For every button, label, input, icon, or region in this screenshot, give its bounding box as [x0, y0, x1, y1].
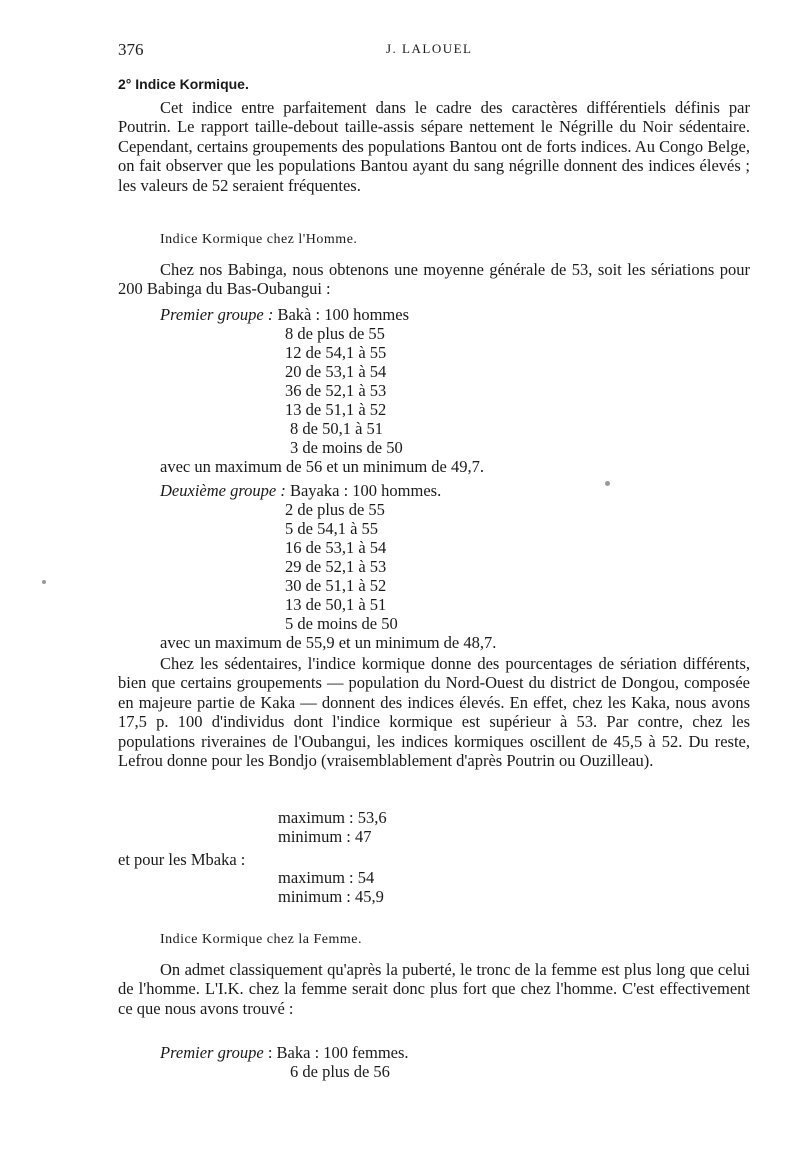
- page-number: 376: [118, 40, 144, 59]
- group-2-title: Bayaka : 100 hommes.: [289, 481, 442, 500]
- paragraph-femme: On admet classiquement qu'après la puberté, le tronc de la femme est plus long que celui de l'homme. L'I.K. chez la femme serait donc plus fort que chez l'homme. C'est effectivement ce que nous avons trouvé :: [118, 960, 750, 1018]
- group-3-heading: [160, 1043, 409, 1062]
- group-1-row: 8 de 50,1 à 51: [290, 419, 384, 438]
- section-heading: 2° Indice Kormique.: [118, 76, 249, 92]
- page-header: [118, 40, 748, 64]
- group-1-summary: avec un maximum de 56 et un minimum de 49,7.: [160, 457, 484, 476]
- mbaka-intro: et pour les Mbaka :: [118, 850, 246, 869]
- group-1-row: 3 de moins de 50: [290, 438, 403, 457]
- group-1-row: 36 de 52,1 à 53: [285, 381, 387, 400]
- group-1-heading: [160, 305, 409, 324]
- paragraph-sedentaires: Chez les sédentaires, l'indice kormique donne des pourcentages de sériation différents, bien que certains groupements — population du Nord-Ouest du district de Dongou, composée en majeure partie de Kaka — donnent des indices élevés. En effet, chez les Kaka, nous avons 17,5 p. 100 d'individus dont l'indice kormique est supérieur à 53. Par contre, chez les populations riveraines de l'Oubangui, les indices kormiques oscillent de 45,5 à 52. Du reste, Lefrou donne pour les Bondjo (vraisemblablement d'après Poutrin ou Ouzilleau).: [118, 654, 750, 771]
- group-1-row: 12 de 54,1 à 55: [285, 343, 387, 362]
- paragraph-intro: Cet indice entre parfaitement dans le cadre des caractères différentiels définis par Poutrin. Le rapport taille-debout taille-assis sépare nettement le Négrille du Noir sédentaire. Cependant, certains groupements des populations Bantou ont de forts indices. Au Congo Belge, on fait observer que les populations Bantou ayant du sang négrille donnent des indices élevés ; les valeurs de 52 seraient fréquentes.: [118, 98, 750, 195]
- running-head: J. LALOUEL: [386, 41, 473, 56]
- group-2-row: 29 de 52,1 à 53: [285, 557, 387, 576]
- paragraph-babinga: Chez nos Babinga, nous obtenons une moyenne générale de 53, soit les sériations pour 200 Babinga du Bas-Oubangui :: [118, 260, 750, 299]
- bondjo-minimum: minimum : 47: [278, 827, 372, 846]
- group-1-label: Premier groupe :: [160, 305, 274, 324]
- group-2-row: 5 de 54,1 à 55: [285, 519, 379, 538]
- group-3-label: Premier groupe: [160, 1043, 264, 1062]
- group-3-row: 6 de plus de 56: [290, 1062, 390, 1081]
- group-2-row: 16 de 53,1 à 54: [285, 538, 387, 557]
- group-3-title: : Baka : 100 femmes.: [267, 1043, 409, 1062]
- bondjo-maximum: maximum : 53,6: [278, 808, 387, 827]
- subheading-women: Indice Kormique chez la Femme.: [160, 932, 362, 947]
- group-1-title: Bakà : 100 hommes: [277, 305, 409, 324]
- scan-speck: [42, 580, 46, 584]
- scan-speck: [605, 481, 610, 486]
- group-1-row: 8 de plus de 55: [285, 324, 385, 343]
- group-2-row: 5 de moins de 50: [285, 614, 398, 633]
- group-2-row: 30 de 51,1 à 52: [285, 576, 387, 595]
- mbaka-maximum: maximum : 54: [278, 868, 375, 887]
- mbaka-minimum: minimum : 45,9: [278, 887, 384, 906]
- group-2-summary: avec un maximum de 55,9 et un minimum de 48,7.: [160, 633, 497, 652]
- subheading-men: Indice Kormique chez l'Homme.: [160, 232, 358, 247]
- group-1-row: 20 de 53,1 à 54: [285, 362, 387, 381]
- group-2-row: 13 de 50,1 à 51: [285, 595, 387, 614]
- group-2-label: Deuxième groupe :: [160, 481, 286, 500]
- group-2-row: 2 de plus de 55: [285, 500, 385, 519]
- group-2-heading: [160, 481, 441, 500]
- group-1-row: 13 de 51,1 à 52: [285, 400, 387, 419]
